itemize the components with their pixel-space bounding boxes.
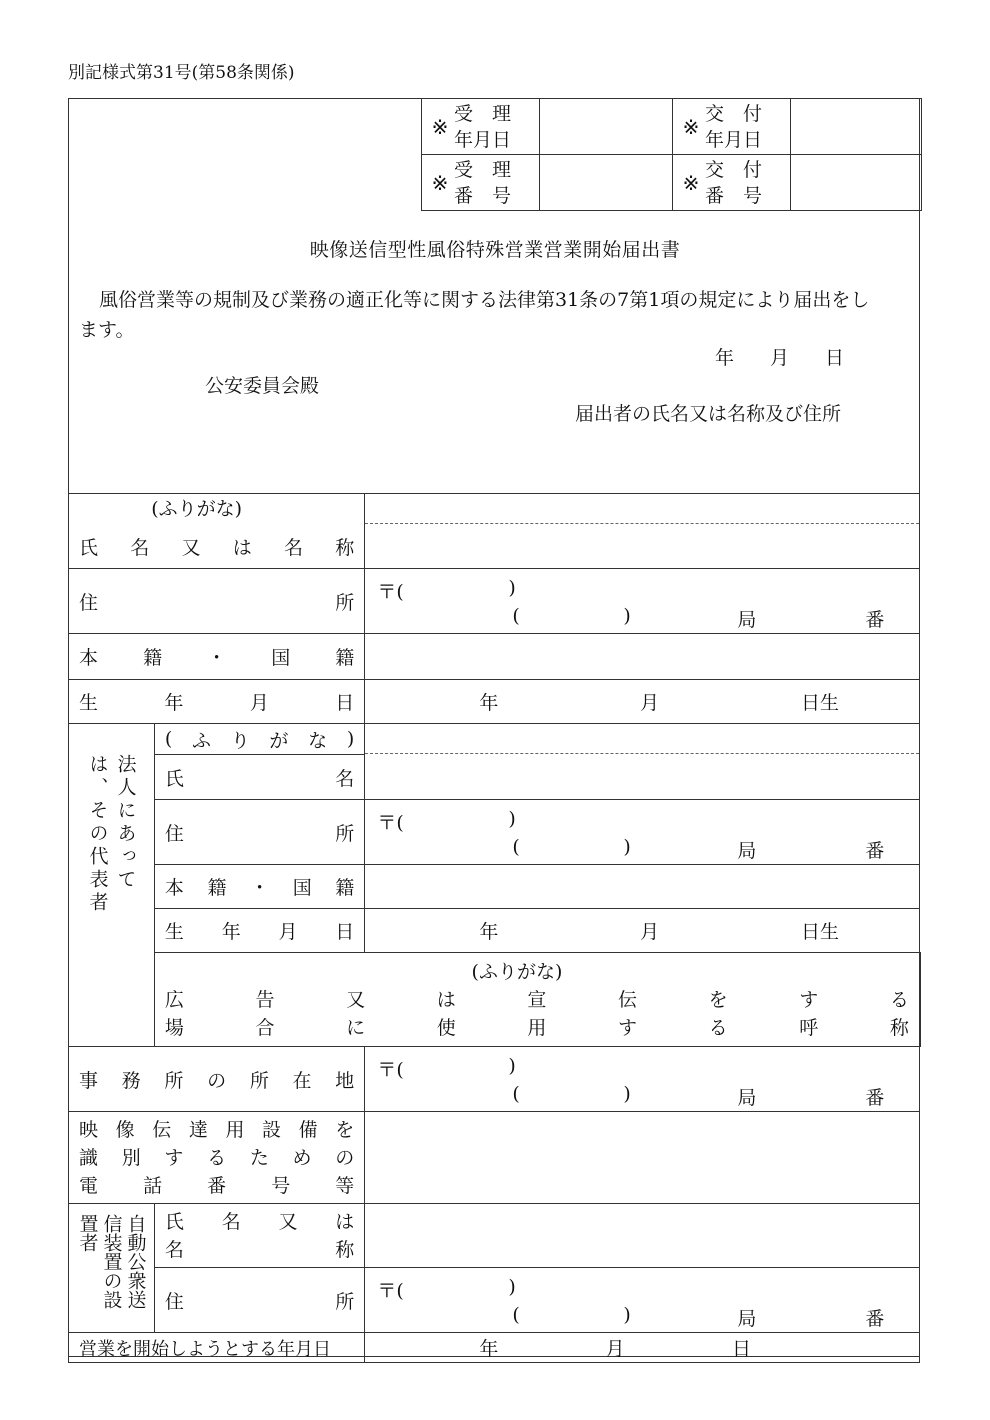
installer-name-label-2: 名 称 [164,1238,355,1261]
ad-furigana-label: (ふりがな) [471,960,563,983]
issued-no-label-1: 交 付 [705,158,763,181]
rep-address-field[interactable]: 〒( ) ( ) 局 番 [365,800,920,865]
name-label: 氏 名 又 は 名 称 [79,536,355,559]
received-date-label-1: 受 理 [454,102,512,125]
rep-honseki-label: 本 籍 ・ 国 籍 [164,877,355,899]
received-date-label-2: 年月日 [454,128,512,151]
issued-date-label-2: 年月日 [705,128,763,151]
name-field[interactable] [365,494,920,569]
phone-field[interactable] [365,1112,920,1204]
ad-name-label-2: 場 合 に 使 用 す る 呼 称 [164,1016,909,1039]
rep-birth-field[interactable]: 年 月 日生 [365,909,920,953]
auto-installer-label: 自動公衆送信装置の設置者 [76,1214,147,1309]
issued-no-label-2: 番 号 [705,184,763,207]
office-location-label: 事 務 所 の 所 在 地 [79,1069,355,1092]
birth-field[interactable]: 年 月 日生 [365,680,920,724]
received-date-field[interactable] [540,99,673,155]
installer-name-label-cell [154,1204,364,1268]
received-no-label-1: 受 理 [454,158,512,181]
addressee: 公安委員会殿 [205,375,320,397]
honseki-label: 本 籍 ・ 国 籍 [79,647,355,669]
office-location-field[interactable]: 〒( ) ( ) 局 番 [365,1047,920,1112]
issued-date-label-1: 交 付 [705,102,763,125]
rep-name-field[interactable] [365,724,920,800]
rep-honseki-field[interactable] [365,865,920,909]
installer-address-field[interactable]: 〒( ) ( ) 局 番 [365,1268,920,1333]
furigana-label: (ふりがな) [151,498,243,520]
office-use-box [421,98,922,210]
applicant-label: 届出者の氏名又は名称及び住所 [575,403,842,425]
address-label: 住 所 [79,591,355,614]
installer-name-label-1: 氏 名 又 は [164,1210,355,1233]
installer-name-field[interactable] [365,1204,920,1268]
phone-label-2: 識 別 す る た め の [79,1146,355,1169]
issued-no-field[interactable] [791,155,922,211]
installer-address-label: 住 所 [164,1290,355,1313]
submission-date[interactable]: 年 月 日 [715,347,845,369]
ad-name-label-cell [154,953,919,1047]
rep-address-label: 住 所 [164,822,355,845]
address-field[interactable]: 〒( ) ( ) 局 番 [365,569,920,634]
phone-label-1: 映 像 伝 達 用 設 備 を [79,1118,355,1141]
kome-mark: ※ [682,170,700,195]
rep-name-label: 氏 名 [155,754,364,799]
rep-furigana-label: ( ふ り が な ) [164,728,355,752]
corp-rep-label: 法人にあっては、その代表者 [86,754,137,915]
received-no-field[interactable] [540,155,673,211]
application-table [68,493,921,1363]
phone-label-3: 電 話 番 号 等 [79,1174,355,1197]
honseki-field[interactable] [365,634,920,680]
name-label-cell [69,494,365,569]
kome-mark: ※ [431,170,449,195]
phone-label-cell [69,1112,365,1204]
received-no-label-2: 番 号 [454,184,512,207]
ad-name-field[interactable] [920,953,921,1047]
kome-mark: ※ [431,114,449,139]
kome-mark: ※ [682,114,700,139]
declaration-text: 風俗営業等の規制及び業務の適正化等に関する法律第31条の7第1項の規定により届出をします。 [79,289,870,341]
start-date-field[interactable]: 年 月 日 [365,1333,920,1363]
corp-rep-label-cell [69,724,155,1047]
issued-date-field[interactable] [791,99,922,155]
application-form [68,98,920,1360]
auto-installer-label-cell [69,1204,155,1333]
ad-name-label-1: 広 告 又 は 宣 伝 を す る [164,988,909,1011]
birth-label: 生 年 月 日 [79,692,355,714]
start-date-label: 営業を開始しようとする年月日 [79,1338,331,1360]
rep-name-label-cell [154,724,364,800]
form-number: 別記様式第31号(第58条関係) [68,63,295,83]
rep-birth-label: 生 年 月 日 [164,921,355,943]
rep-furigana-field[interactable] [365,725,919,754]
name-furigana-field[interactable] [365,495,919,524]
form-title: 映像送信型性風俗特殊営業営業開始届出書 [309,239,681,261]
